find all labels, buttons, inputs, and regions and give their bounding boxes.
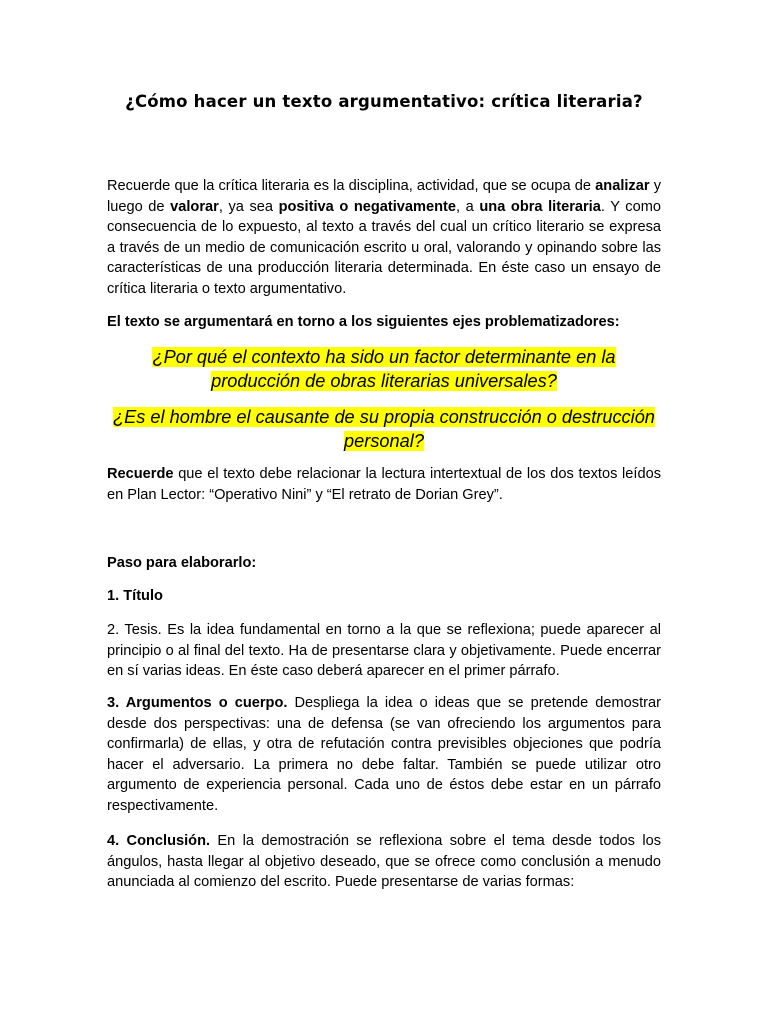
intro-bold-analizar: analizar xyxy=(595,178,650,194)
question-1 xyxy=(107,345,661,393)
intro-bold-positiva: positiva o negativamente xyxy=(278,198,457,215)
intro-text-2: y luego de xyxy=(107,178,661,215)
intro-bold-obra: una obra literaria xyxy=(479,198,601,215)
step-4-text: En la demostración se reflexiona sobre el tema desde todos los ángulos, hasta llegar al objetivo deseado, que se ofrece como conclusión a menudo anunciada al comienzo del escrito. Puede presentarse de varias formas: xyxy=(107,833,661,891)
step-3-arguments xyxy=(107,693,661,817)
intro-text-4: , a xyxy=(456,198,480,215)
intro-bold-valorar: valorar xyxy=(170,198,219,215)
axes-heading: El texto se argumentará en torno a los siguientes ejes problematizadores: xyxy=(107,314,620,330)
step-3-text: Despliega la idea o ideas que se pretende demostrar desde dos perspectivas: una de defensa (se van ofreciendo los argumentos para confirmarla) de ellas, y otra de refutación contra previsibles objeciones que podría hacer el adversario. La primera no debe faltar. También se puede utilizar otro argumento de experiencia personal. Cada uno de éstos debe estar en un párrafo respectivamente. xyxy=(107,695,661,814)
intro-text-1: Recuerde que la crítica literaria es la disciplina, actividad, que se ocupa de xyxy=(107,178,596,194)
step-4-bold: 4. Conclusión. xyxy=(107,833,211,849)
steps-heading: Paso para elaborarlo: xyxy=(107,555,257,571)
intro-text-3: , ya sea xyxy=(218,198,279,215)
reminder-paragraph xyxy=(107,464,661,505)
step-1-title: 1. Título xyxy=(107,588,163,604)
document-title: ¿Cómo hacer un texto argumentativo: crítica literaria? xyxy=(125,92,643,111)
intro-text-5: . Y como consecuencia de lo expuesto, al texto a través del cual un crítico literario se expresa a través de un medio de comunicación escrito u oral, valorando y opinando sobre las características de una producción literaria determinada. En éste caso un ensayo de crítica literaria o texto argumentativo. xyxy=(107,198,661,297)
step-4-conclusion xyxy=(107,831,661,893)
reminder-text: que el texto debe relacionar la lectura intertextual de los dos textos leídos en Plan Lector: “Operativo Nini” y “El retrato de Dorian Grey”. xyxy=(107,466,661,503)
question-2-text: ¿Es el hombre el causante de su propia construcción o destrucción personal? xyxy=(113,407,655,451)
step-3-bold: 3. Argumentos o cuerpo. xyxy=(107,695,288,711)
intro-paragraph xyxy=(107,176,661,300)
question-1-text: ¿Por qué el contexto ha sido un factor determinante en la producción de obras literarias universales? xyxy=(152,347,616,391)
reminder-bold: Recuerde xyxy=(107,466,174,482)
step-2-thesis: 2. Tesis. Es la idea fundamental en torno a la que se reflexiona; puede aparecer al principio o al final del texto. Ha de presentarse clara y objetivamente. Puede encerrar en sí varias ideas. En éste caso deberá aparecer en el primer párrafo. xyxy=(107,622,661,680)
question-2 xyxy=(107,405,661,453)
